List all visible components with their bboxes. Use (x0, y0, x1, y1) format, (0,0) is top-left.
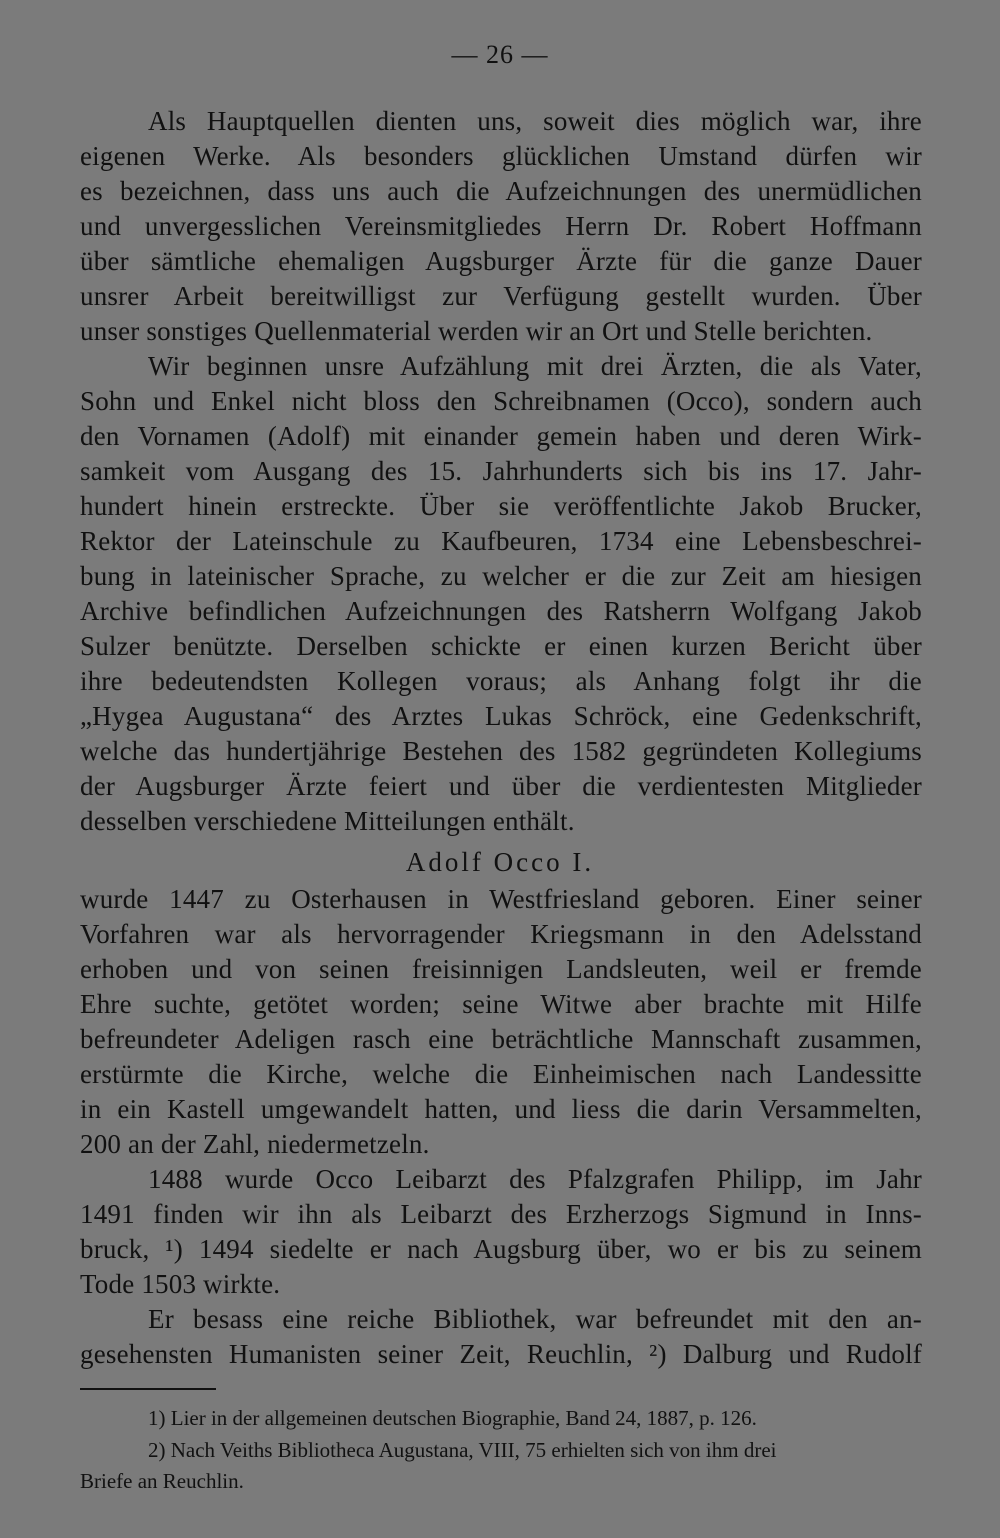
text-line: 1491 finden wir ihn als Leibarzt des Erzherzogs Sigmund in Inns- (80, 1199, 922, 1229)
text-line: Sohn und Enkel nicht bloss den Schreibnamen (Occo), sondern auch (80, 386, 922, 416)
text-line: eigenen Werke. Als besonders glücklichen Umstand dürfen wir (80, 141, 922, 171)
text-line: Vorfahren war als hervorragender Kriegsmann in den Adelsstand (80, 919, 922, 949)
text-line: samkeit vom Ausgang des 15. Jahrhunderts sich bis ins 17. Jahr- (80, 456, 922, 486)
text-line: 1488 wurde Occo Leibarzt des Pfalzgrafen Philipp, im Jahr (148, 1164, 922, 1194)
text-line: in ein Kastell umgewandelt hatten, und liess die darin Versammelten, (80, 1094, 922, 1124)
text-line: über sämtliche ehemaligen Augsburger Ärzte für die ganze Dauer (80, 246, 922, 276)
text-line: und unvergesslichen Vereinsmitgliedes Herrn Dr. Robert Hoffmann (80, 211, 922, 241)
text-line: erhoben und von seinen freisinnigen Landsleuten, weil er fremde (80, 954, 922, 984)
text-line: gesehensten Humanisten seiner Zeit, Reuchlin, ²) Dalburg und Rudolf (80, 1339, 922, 1369)
footnote-2-continued: Briefe an Reuchlin. (80, 1469, 244, 1493)
page-number: — 26 — (451, 40, 549, 69)
text-line: Wir beginnen unsre Aufzählung mit drei Ärzten, die als Vater, (148, 351, 922, 381)
text-line: erstürmte die Kirche, welche die Einheimischen nach Landessitte (80, 1059, 922, 1089)
section-heading: Adolf Occo I. (405, 847, 595, 877)
text-line: den Vornamen (Adolf) mit einander gemein haben und deren Wirk- (80, 421, 922, 451)
text-line: Als Hauptquellen dienten uns, soweit dies möglich war, ihre (148, 106, 922, 136)
text-line: Rektor der Lateinschule zu Kaufbeuren, 1734 eine Lebensbeschrei- (80, 526, 922, 556)
text-line: unser sonstiges Quellenmaterial werden wir an Ort und Stelle berichten. (80, 316, 873, 346)
footnote-1: 1) Lier in der allgemeinen deutschen Biographie, Band 24, 1887, p. 126. (148, 1406, 757, 1430)
text-line: Sulzer benützte. Derselben schickte er einen kurzen Bericht über (80, 631, 922, 661)
text-line: 200 an der Zahl, niedermetzeln. (80, 1129, 430, 1159)
text-line: Tode 1503 wirkte. (80, 1269, 281, 1299)
footnote-divider (80, 1388, 216, 1390)
text-line: bung in lateinischer Sprache, zu welcher er die zur Zeit am hiesigen (80, 561, 922, 591)
text-line: „Hygea Augustana“ des Arztes Lukas Schröck, eine Gedenkschrift, (80, 701, 922, 731)
text-line: befreundeter Adeligen rasch eine beträchtliche Mannschaft zusammen, (80, 1024, 922, 1054)
text-line: wurde 1447 zu Osterhausen in Westfriesland geboren. Einer seiner (80, 884, 922, 914)
text-line: Ehre suchte, getötet worden; seine Witwe aber brachte mit Hilfe (80, 989, 922, 1019)
text-line: hundert hinein erstreckte. Über sie veröffentlichte Jakob Brucker, (80, 491, 922, 521)
text-line: bruck, ¹) 1494 siedelte er nach Augsburg über, wo er bis zu seinem (80, 1234, 922, 1264)
text-line: Archive befindlichen Aufzeichnungen des Ratsherrn Wolfgang Jakob (80, 596, 922, 626)
text-line: der Augsburger Ärzte feiert und über die verdientesten Mitglieder (80, 771, 922, 801)
footnote-2: 2) Nach Veiths Bibliotheca Augustana, VIII, 75 erhielten sich von ihm drei (148, 1438, 777, 1462)
text-line: unsrer Arbeit bereitwilligst zur Verfügung gestellt wurden. Über (80, 281, 922, 311)
text-line: ihre bedeutendsten Kollegen voraus; als Anhang folgt ihr die (80, 666, 922, 696)
text-line: es bezeichnen, dass uns auch die Aufzeichnungen des unermüdlichen (80, 176, 922, 206)
text-line: desselben verschiedene Mitteilungen enthält. (80, 806, 575, 836)
text-line: welche das hundertjährige Bestehen des 1582 gegründeten Kollegiums (80, 736, 922, 766)
text-line: Er besass eine reiche Bibliothek, war befreundet mit den an- (148, 1304, 922, 1334)
